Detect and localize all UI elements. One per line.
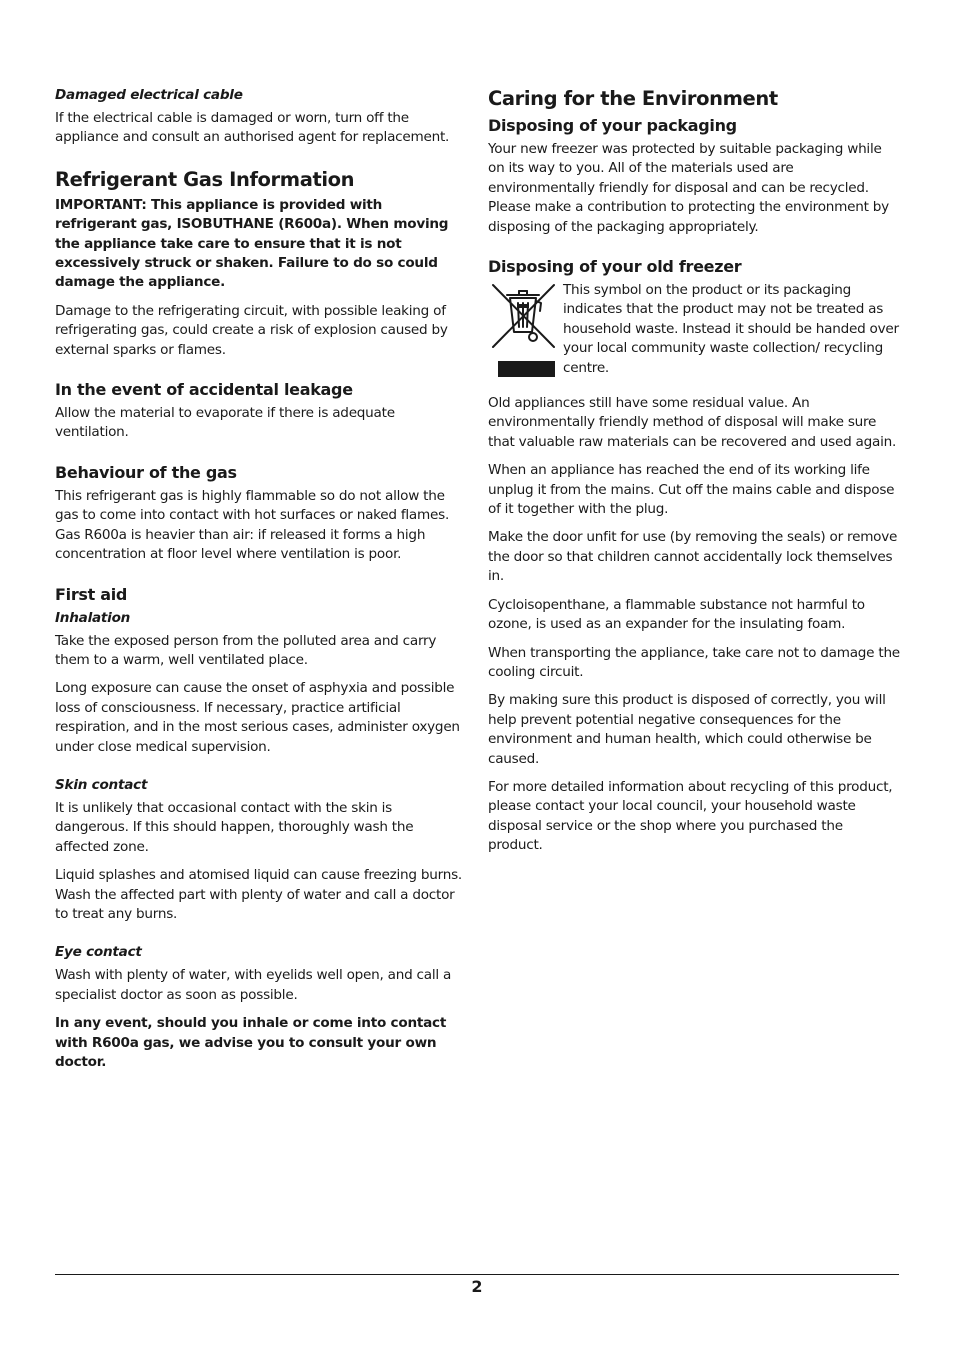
final-warning: In any event, should you inhale or come into contact with R600a gas, we advise you to consult your own doctor. <box>55 1015 447 1070</box>
leakage-text: Allow the material to evaporate if there is adequate ventilation. <box>55 405 395 441</box>
left-column <box>55 86 467 1081</box>
skin-contact-text-2: Liquid splashes and atomised liquid can cause freezing burns. Wash the affected part with plenty of water and call a doctor to treat any burns. <box>55 867 462 922</box>
transport-text: When transporting the appliance, take care not to damage the cooling circuit. <box>488 644 900 680</box>
inhalation-text-1: Take the exposed person from the polluted area and carry them to a warm, well ventilated place. <box>55 632 437 668</box>
behaviour-heading: Behaviour of the gas <box>55 462 237 482</box>
footer-rule <box>55 1274 899 1275</box>
symbol-text: This symbol on the product or its packaging indicates that the product may not be treated as household waste. Instead it should be handed over your local community waste collection/ recycling centre. <box>563 282 899 376</box>
environment-section-title: Caring for the Environment <box>488 87 778 110</box>
cycloisopenthane-text: Cycloisopenthane, a flammable substance not harmful to ozone, is used as an expander for the insulating foam. <box>488 596 865 633</box>
old-freezer-heading: Disposing of your old freezer <box>488 257 742 277</box>
first-aid-heading: First aid <box>55 584 128 604</box>
cable-text: If the electrical cable is damaged or worn, turn off the appliance and consult an authorised agent for replacement. <box>55 110 450 146</box>
right-column <box>488 86 900 865</box>
packaging-text: Your new freezer was protected by suitable packaging while on its way to you. All of the materials used are environmentally friendly for disposal and can be recycled. Please make a contribution to protecting the environment by disposing of the packaging appropriately. <box>488 141 889 235</box>
skin-contact-heading: Skin contact <box>55 776 148 793</box>
leakage-heading: In the event of accidental leakage <box>55 380 353 400</box>
inhalation-text-2: Long exposure can cause the onset of asphyxia and possible loss of consciousness. If necessary, practice artificial respiration, and in the most serious cases, administer oxygen under close medical supervision. <box>55 680 460 755</box>
residual-value-text: Old appliances still have some residual value. An environmentally friendly method of disposal will make sure that valuable raw materials can be recovered and used again. <box>488 395 897 450</box>
eye-contact-heading: Eye contact <box>55 944 142 961</box>
door-text: Make the door unfit for use (by removing the seals) or remove the door so that children cannot accidentally lock themselves in. <box>488 529 898 585</box>
weee-symbol-block <box>488 281 900 385</box>
important-notice <box>55 196 467 293</box>
important-label: IMPORTANT: <box>55 196 147 213</box>
inhalation-heading: Inhalation <box>55 609 131 626</box>
important-text: This appliance is provided with refrigerant gas, ISOBUTHANE (R600a). When moving the appliance take care to ensure that it is not excessively struck or shaken. Failure to do so could damage the appliance. <box>55 196 449 291</box>
skin-contact-text-1: It is unlikely that occasional contact with the skin is dangerous. If this should happen, thoroughly wash the affected zone. <box>55 799 414 855</box>
eye-contact-text: Wash with plenty of water, with eyelids well open, and call a specialist doctor as soon as possible. <box>55 967 452 1003</box>
packaging-heading: Disposing of your packaging <box>488 116 737 135</box>
behaviour-text: This refrigerant gas is highly flammable so do not allow the gas to come into contact with hot surfaces or naked flames. Gas R600a is heavier than air: if released it forms a high concentration at floor level where ventilation is poor. <box>55 487 450 563</box>
more-info-text: For more detailed information about recycling of this product, please contact your local council, your household waste disposal service or the shop where you purchased the product. <box>488 778 893 854</box>
gas-section-title: Refrigerant Gas Information <box>55 167 355 191</box>
cable-heading: Damaged electrical cable <box>55 87 243 103</box>
end-of-life-text: When an appliance has reached the end of its working life unplug it from the mains. Cut off the mains cable and dispose of it together with the plug. <box>488 462 895 518</box>
page-number: 2 <box>471 1277 483 1296</box>
crossed-out-wheelie-bin-icon <box>488 281 560 385</box>
damage-text: Damage to the refrigerating circuit, with possible leaking of refrigerating gas, could create a risk of explosion caused by external sparks or flames. <box>55 302 448 358</box>
disposal-benefit-text: By making sure this product is disposed of correctly, you will help prevent potential negative consequences for the environment and human health, which could otherwise be caused. <box>488 692 886 767</box>
